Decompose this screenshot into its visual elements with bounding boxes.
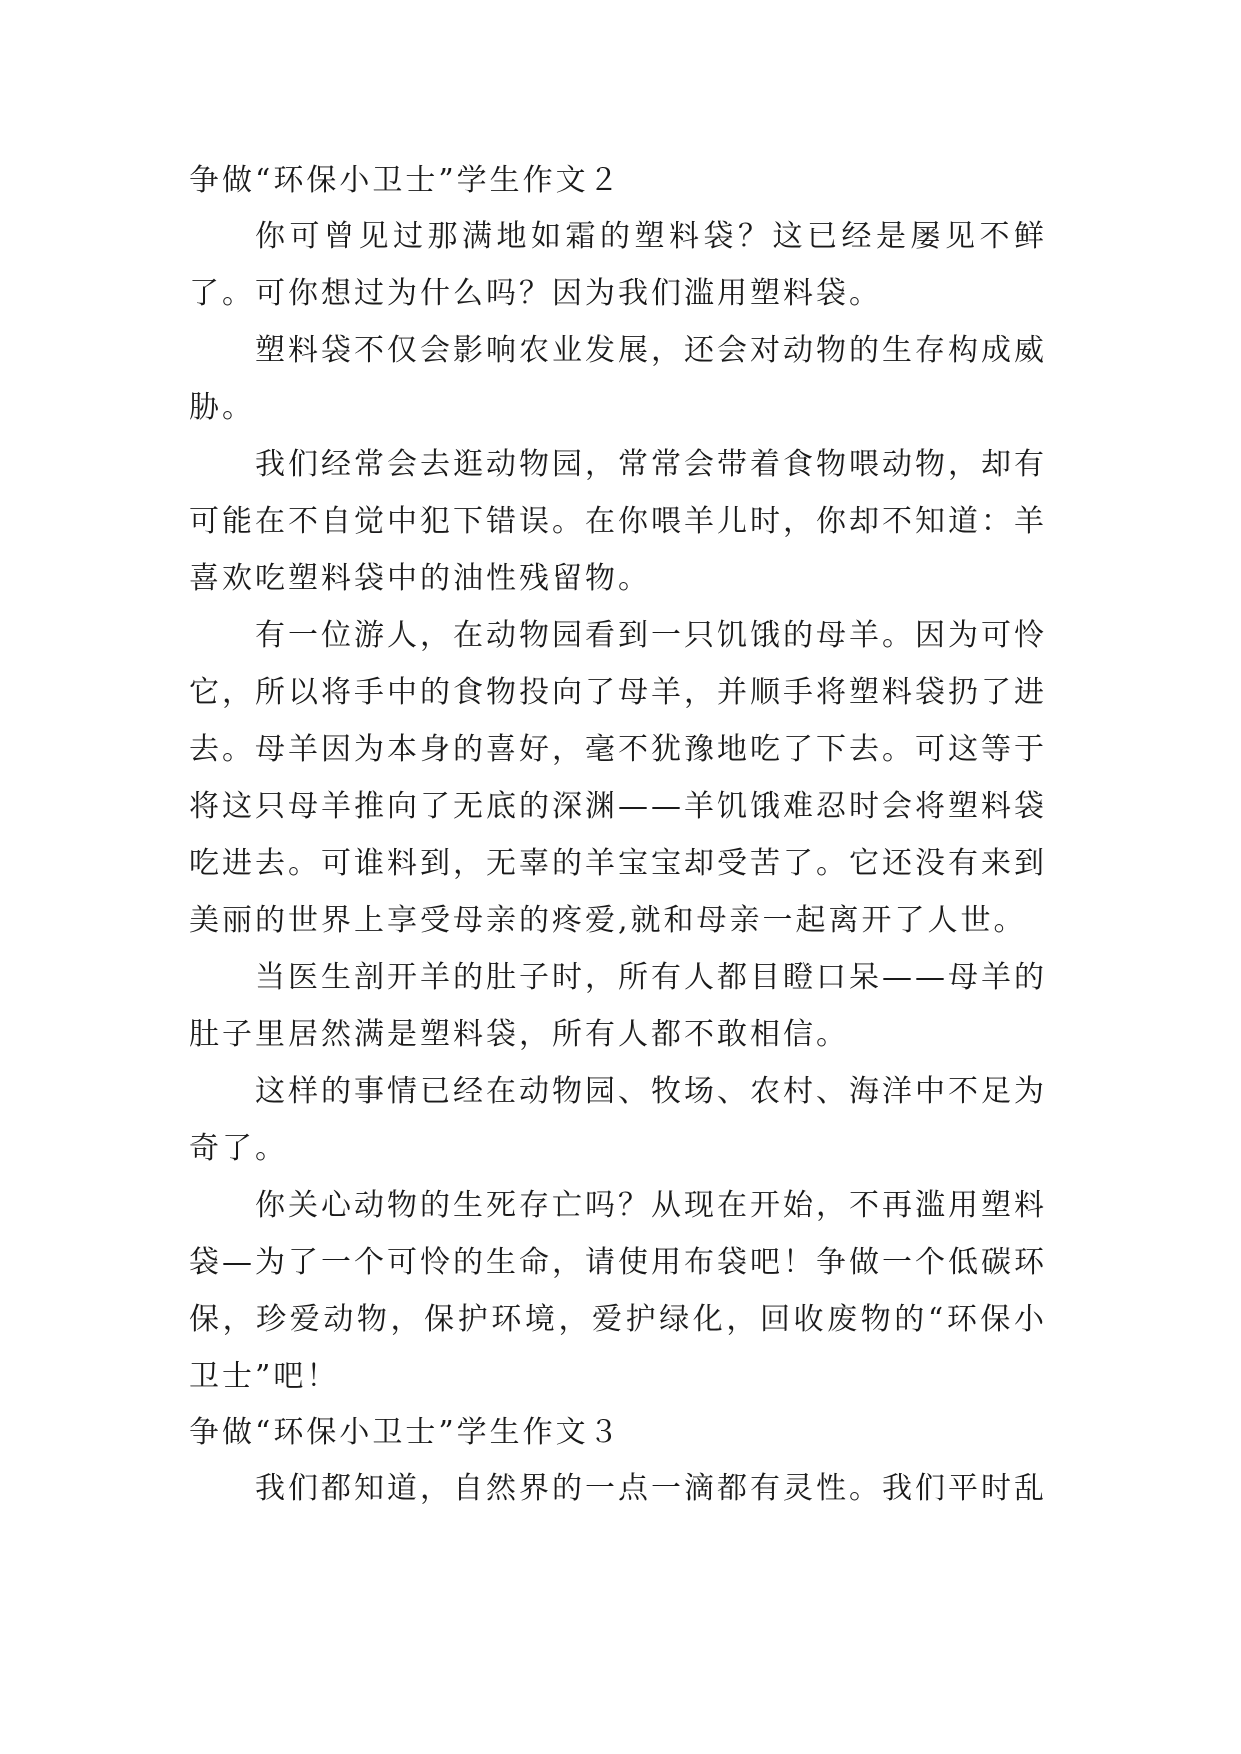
- paragraph: 当医生剖开羊的肚子时，所有人都目瞪口呆——母羊的肚子里居然满是塑料袋，所有人都不敢相信。: [189, 960, 1047, 1052]
- paragraph: 我们都知道，自然界的一点一滴都有灵性。我们平时乱: [255, 1471, 1047, 1506]
- essay-title-2: 争做“环保小卫士”学生作文２: [189, 163, 622, 198]
- document-body: [189, 153, 1047, 1517]
- paragraph: 这样的事情已经在动物园、牧场、农村、海洋中不足为奇了。: [189, 1074, 1047, 1166]
- paragraph: 塑料袋不仅会影响农业发展，还会对动物的生存构成威胁。: [189, 333, 1047, 425]
- paragraph: 我们经常会去逛动物园，常常会带着食物喂动物，却有可能在不自觉中犯下错误。在你喂羊儿时，你却不知道：羊喜欢吃塑料袋中的油性残留物。: [189, 447, 1047, 596]
- paragraph: 有一位游人，在动物园看到一只饥饿的母羊。因为可怜它，所以将手中的食物投向了母羊，并顺手将塑料袋扔了进去。母羊因为本身的喜好，毫不犹豫地吃了下去。可这等于将这只母羊推向了无底的深渊——羊饥饿难忍时会将塑料袋吃进去。可谁料到，无辜的羊宝宝却受苦了。它还没有来到美丽的世界上享受母亲的疼爱,就和母亲一起离开了人世。: [189, 618, 1047, 938]
- paragraph: 你关心动物的生死存亡吗？从现在开始，不再滥用塑料袋—为了一个可怜的生命，请使用布袋吧！争做一个低碳环保，珍爱动物，保护环境，爱护绿化，回收废物的“环保小卫士”吧！: [189, 1188, 1047, 1394]
- paragraph: 你可曾见过那满地如霜的塑料袋？这已经是屡见不鲜了。可你想过为什么吗？因为我们滥用塑料袋。: [189, 219, 1047, 311]
- essay-title-3: 争做“环保小卫士”学生作文３: [189, 1415, 622, 1450]
